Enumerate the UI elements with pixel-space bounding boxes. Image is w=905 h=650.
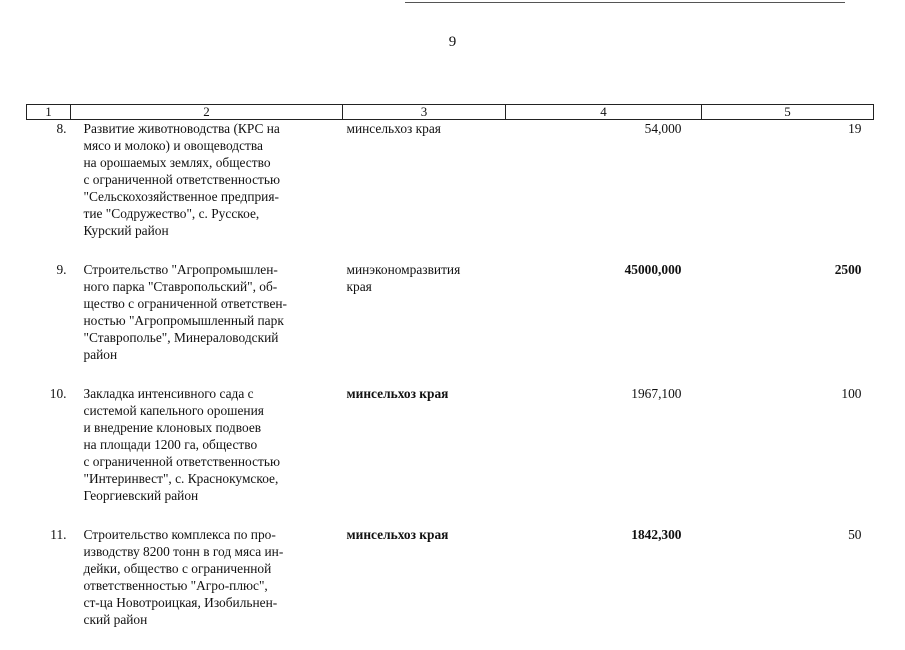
description-line: ного парка "Ставропольский", об- — [84, 278, 339, 295]
jobs: 100 — [702, 385, 874, 526]
jobs: 50 — [702, 526, 874, 650]
table-body — [27, 120, 874, 650]
project-description — [71, 261, 343, 385]
description-line: ст-ца Новотроицкая, Изобильнен- — [84, 594, 339, 611]
description-line: Строительство "Агропромышлен- — [84, 261, 339, 278]
description-line: системой капельного орошения — [84, 402, 339, 419]
description-line: ответственностью "Агро-плюс", — [84, 577, 339, 594]
description-line: Строительство комплекса по про- — [84, 526, 339, 543]
description-line: Курский район — [84, 222, 339, 239]
header-col-3: 3 — [343, 105, 506, 120]
amount: 1842,300 — [506, 526, 702, 650]
header-col-4: 4 — [506, 105, 702, 120]
description-line: мясо и молоко) и овощеводства — [84, 137, 339, 154]
amount: 45000,000 — [506, 261, 702, 385]
page-number: 9 — [0, 34, 905, 51]
row-number: 11. — [27, 526, 71, 650]
top-rule — [405, 2, 845, 3]
executor — [343, 526, 506, 650]
table-row — [27, 526, 874, 650]
description-line: на орошаемых землях, общество — [84, 154, 339, 171]
table-row — [27, 261, 874, 385]
table-row — [27, 120, 874, 262]
row-number: 10. — [27, 385, 71, 526]
executor — [343, 261, 506, 385]
executor — [343, 385, 506, 526]
header-col-5: 5 — [702, 105, 874, 120]
description-line: изводству 8200 тонн в год мяса ин- — [84, 543, 339, 560]
description-line: с ограниченной ответственностью — [84, 453, 339, 470]
description-line: Развитие животноводства (КРС на — [84, 120, 339, 137]
description-line: дейки, общество с ограниченной — [84, 560, 339, 577]
description-line: с ограниченной ответственностью — [84, 171, 339, 188]
description-line: Георгиевский район — [84, 487, 339, 504]
row-number: 8. — [27, 120, 71, 262]
description-line: и внедрение клоновых подвоев — [84, 419, 339, 436]
jobs: 2500 — [702, 261, 874, 385]
jobs: 19 — [702, 120, 874, 262]
executor-line: минэкономразвития — [347, 261, 506, 278]
description-line: "Ставрополье", Минераловодский — [84, 329, 339, 346]
description-line: щество с ограниченной ответствен- — [84, 295, 339, 312]
amount: 54,000 — [506, 120, 702, 262]
description-line: район — [84, 346, 339, 363]
executor — [343, 120, 506, 262]
header-col-2: 2 — [71, 105, 343, 120]
header-col-1: 1 — [27, 105, 71, 120]
project-description — [71, 385, 343, 526]
executor-line: минсельхоз края — [347, 385, 506, 402]
description-line: тие "Содружество", с. Русское, — [84, 205, 339, 222]
description-line: ностью "Агропромышленный парк — [84, 312, 339, 329]
description-line: Закладка интенсивного сада с — [84, 385, 339, 402]
description-line: "Сельскохозяйственное предприя- — [84, 188, 339, 205]
projects-table — [26, 104, 874, 650]
executor-line: минсельхоз края — [347, 526, 506, 543]
executor-line: минсельхоз края — [347, 120, 506, 137]
row-number: 9. — [27, 261, 71, 385]
project-description — [71, 526, 343, 650]
project-description — [71, 120, 343, 262]
table-row — [27, 385, 874, 526]
table-header-row — [27, 105, 874, 120]
description-line: "Интеринвест", с. Краснокумское, — [84, 470, 339, 487]
description-line: ский район — [84, 611, 339, 628]
description-line: на площади 1200 га, общество — [84, 436, 339, 453]
amount: 1967,100 — [506, 385, 702, 526]
executor-line: края — [347, 278, 506, 295]
